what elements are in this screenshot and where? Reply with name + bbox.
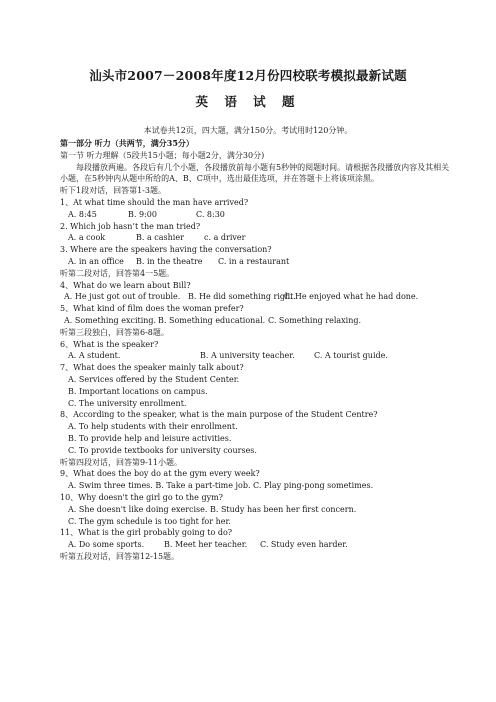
question-5-options (60, 315, 452, 327)
question-6-options (60, 350, 452, 362)
question-10-options-ab: A. She doesn't like doing exercise. B. Study has been her first concern. (68, 504, 357, 514)
question-7-option-c: C. The university enrollment. (68, 398, 187, 408)
option-c: C. He enjoyed what he had done. (284, 292, 419, 302)
question-10-option-c: C. The gym schedule is too tight for her. (68, 516, 231, 526)
option-c: C. Something relaxing. (268, 315, 362, 325)
option-a: A. a cook (68, 233, 106, 243)
section-heading: 第一节 听力理解（5段共15小题；每小题2分，满分30分) (60, 150, 265, 160)
option-b: B. A university teacher. (200, 351, 295, 361)
question-7: 7、What does the speaker mainly talk about? (60, 363, 244, 373)
question-2-options (60, 232, 452, 244)
question-8-option-b: B. To provide help and leisure activities. (68, 433, 232, 443)
question-6: 6、What is the speaker? (60, 339, 159, 349)
question-5: 5、What kind of film does the woman prefer? (60, 304, 244, 314)
option-c: C. in a restaurant (218, 256, 290, 266)
question-10: 10、Why doesn't the girl go to the gym? (60, 492, 223, 502)
part-heading: 第一部分 听力（共两节，满分35分） (60, 138, 194, 148)
question-3: 3. Where are the speakers having the conversation? (60, 245, 272, 255)
option-a: A. in an office (68, 256, 124, 266)
option-b: B. Meet her teacher. (164, 540, 248, 550)
option-c: C. 8:30 (196, 209, 225, 219)
option-b: B. Something educational. (158, 315, 266, 325)
option-a: A. 8:45 (68, 209, 97, 219)
segment-1-label: 听下1段对话，回答第1-3题。 (60, 186, 166, 196)
option-c: C. Study even harder. (260, 540, 348, 550)
segment-3-label: 听第三段独白，回答第6-8题。 (60, 327, 169, 337)
option-a: A. Do some sports. (68, 540, 145, 550)
question-1: 1、At what time should the man have arrived? (60, 197, 249, 207)
question-4: 4、What do we learn about Bill? (60, 280, 191, 290)
instructions: 每段播放两遍。各段后有几个小题，各段播放前每小题有5秒钟的阅题时间。请根据各段播放内容及其相关小题，在5秒钟内从题中所给的A、B、C项中，选出最佳选项，并在答题卡上将该项涂黑。 (60, 162, 450, 184)
question-9: 9、What does the boy do at the gym every week? (60, 469, 260, 479)
question-8: 8、According to the speaker, what is the main purpose of the Student Centre? (60, 410, 378, 420)
question-11: 11、What is the girl probably going to do? (60, 528, 233, 538)
listening-section (60, 138, 452, 563)
question-7-option-b: B. Important locations on campus. (68, 386, 208, 396)
question-4-options (60, 291, 452, 303)
segment-5-label: 听第五段对话，回答第12-15题。 (60, 551, 180, 561)
option-b: B. a cashier (136, 233, 184, 243)
question-8-option-c: C. To provide textbooks for university courses. (68, 445, 257, 455)
segment-2-label: 听第二段对话，回答第4一5题。 (60, 268, 175, 278)
option-b: B. He did something right. (188, 292, 296, 302)
question-9-options: A. Swim three times. B. Take a part-time job. C. Play ping-pong sometimes. (68, 481, 374, 491)
exam-intro: 本试卷共12页，四大题，满分150分。考试用时120分钟。 (143, 126, 353, 135)
exam-title: 汕头市2007－2008年度12月份四校联考模拟最新试题 (89, 68, 407, 83)
option-c: C. A tourist guide. (314, 351, 388, 361)
segment-4-label: 听第四段对话，回答第9-11小题。 (60, 457, 182, 467)
option-c: c. a driver (204, 233, 246, 243)
question-11-options (60, 539, 452, 551)
option-a: A. He just got out of trouble. (64, 292, 181, 302)
option-b: B. 9:00 (128, 209, 157, 219)
question-7-option-a: A. Services offered by the Student Center. (68, 374, 240, 384)
question-8-option-a: A. To help students with their enrollment. (68, 422, 238, 432)
option-b: B. in the theatre (136, 256, 203, 266)
option-a: A. Something exciting. (64, 315, 157, 325)
question-1-options (60, 209, 452, 221)
option-a: A. A student. (68, 351, 121, 361)
question-2: 2. Which job hasn’t the man tried? (60, 221, 201, 231)
exam-subtitle: 英 语 试 题 (195, 94, 301, 109)
question-3-options (60, 256, 452, 268)
